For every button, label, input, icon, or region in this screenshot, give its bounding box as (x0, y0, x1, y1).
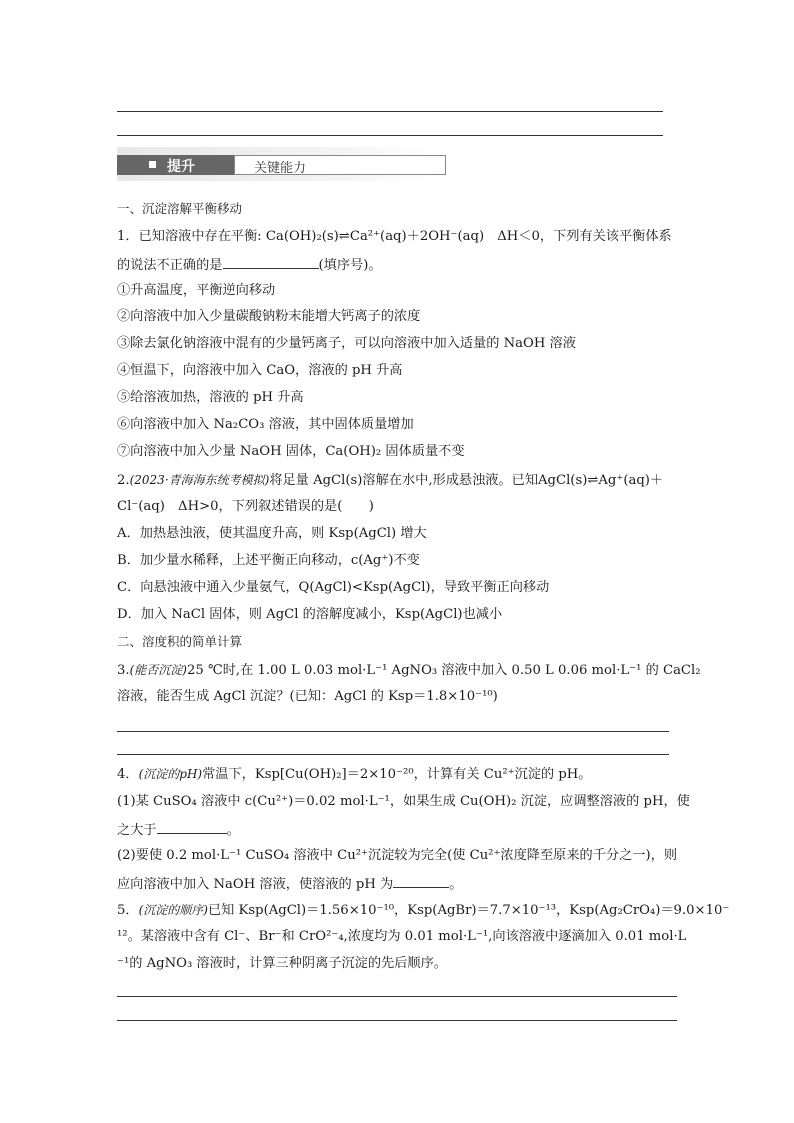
q3-stem-line1: 3.(能否沉淀)25 ℃时,在 1.00 L 0.03 mol·L⁻¹ AgNO₃ 溶液中加入 0.50 L 0.06 mol·L⁻¹ 的 CaCl₂ (117, 663, 701, 678)
q2-option-b: B．加少量水稀释，上述平衡正向移动，c(Ag⁺)不变 (117, 553, 420, 568)
q4-part2-line2: 应向溶液中加入 NaOH 溶液，使溶液的 pH 为 。 (117, 877, 463, 892)
q2-stem-line1: 2.(2023·青海海东统考模拟)将足量 AgCl(s)溶解在水中,形成悬浊液。已知AgCl(s)⇌Ag⁺(aq)＋ (117, 473, 664, 488)
q1-answer-blank[interactable] (223, 256, 319, 269)
q4-tag: (沉淀的pH) (138, 767, 203, 781)
banner-label: 提升 (167, 159, 195, 175)
q1-option-4: ④恒温下，向溶液中加入 CaO，溶液的 pH 升高 (117, 363, 403, 378)
q3-answer-line-1[interactable] (117, 731, 669, 732)
q3-stem-line2: 溶液，能否生成 AgCl 沉淀？(已知：AgCl 的 Ksp＝1.8×10⁻¹⁰) (117, 689, 498, 704)
q2-source: (2023·青海海东统考模拟) (129, 473, 270, 487)
q5-stem-line2: ¹²。某溶液中含有 Cl⁻、Br⁻和 CrO²⁻₄,浓度均为 0.01 mol·L⁻¹,向该溶液中逐滴加入 0.01 mol·L (117, 929, 687, 944)
q5-tag: (沉淀的顺序) (138, 903, 208, 917)
q5-stem-line3: ⁻¹的 AgNO₃ 溶液时，计算三种阴离子沉淀的先后顺序。 (117, 956, 447, 971)
q5-answer-line-1[interactable] (117, 996, 677, 997)
q2-option-d: D．加入 NaCl 固体，则 AgCl 的溶解度减小，Ksp(AgCl)也减小 (117, 607, 503, 622)
q1-option-1: ①升高温度，平衡逆向移动 (117, 283, 276, 298)
q3-tag: (能否沉淀) (129, 663, 187, 677)
section-heading-1: 一、沉淀溶解平衡移动 (117, 201, 243, 216)
q2-stem-line2: Cl⁻(aq) ΔH>0，下列叙述错误的是( ) (117, 499, 374, 514)
square-bullet-icon (149, 161, 156, 168)
q4-part2-blank[interactable] (393, 875, 449, 888)
q1-option-3: ③除去氯化钠溶液中混有的少量钙离子，可以向溶液中加入适量的 NaOH 溶液 (117, 336, 576, 351)
q4-part1-line2: 之大于 。 (117, 823, 240, 838)
q3-answer-line-2[interactable] (117, 754, 669, 755)
section-heading-2: 二、溶度积的简单计算 (117, 634, 243, 649)
q4-part2-line1: (2)要使 0.2 mol·L⁻¹ CuSO₄ 溶液中 Cu²⁺沉淀较为完全(使 Cu²⁺浓度降至原来的千分之一)，则 (117, 848, 678, 863)
q1-option-7: ⑦向溶液中加入少量 NaOH 固体，Ca(OH)₂ 固体质量不变 (117, 444, 465, 459)
q5-stem-line1: 5．(沉淀的顺序)已知 Ksp(AgCl)＝1.56×10⁻¹⁰，Ksp(AgBr)＝7.7×10⁻¹³，Ksp(Ag₂CrO₄)＝9.0×10⁻ (117, 903, 730, 918)
q4-stem: 4．(沉淀的pH)常温下，Ksp[Cu(OH)₂]＝2×10⁻²⁰，计算有关 Cu²⁺沉淀的 pH。 (117, 767, 592, 782)
q2-option-a: A．加热悬浊液，使其温度升高，则 Ksp(AgCl) 增大 (117, 526, 427, 541)
q4-part1-blank[interactable] (157, 821, 227, 834)
q4-part1-line1: (1)某 CuSO₄ 溶液中 c(Cu²⁺)＝0.02 mol·L⁻¹，如果生成 Cu(OH)₂ 沉淀，应调整溶液的 pH，使 (117, 794, 690, 809)
banner-subtitle: 关键能力 (254, 161, 307, 176)
q1-option-2: ②向溶液中加入少量碳酸钠粉末能增大钙离子的浓度 (117, 309, 421, 324)
q5-answer-line-2[interactable] (117, 1020, 677, 1021)
q2-option-c: C．向悬浊液中通入少量氨气，Q(AgCl)<Ksp(AgCl)，导致平衡正向移动 (117, 580, 550, 595)
q1-option-5: ⑤给溶液加热，溶液的 pH 升高 (117, 390, 304, 405)
section-banner (117, 147, 433, 181)
answer-line-top-1 (117, 111, 663, 112)
q1-option-6: ⑥向溶液中加入 Na₂CO₃ 溶液，其中固体质量增加 (117, 417, 414, 432)
q1-stem-line2: 的说法不正确的是 (填序号)。 (117, 258, 382, 273)
q1-stem-line1: 1．已知溶液中存在平衡: Ca(OH)₂(s)⇌Ca²⁺(aq)＋2OH⁻(aq) ΔH＜0，下列有关该平衡体系 (117, 229, 672, 244)
answer-line-top-2 (117, 135, 663, 136)
